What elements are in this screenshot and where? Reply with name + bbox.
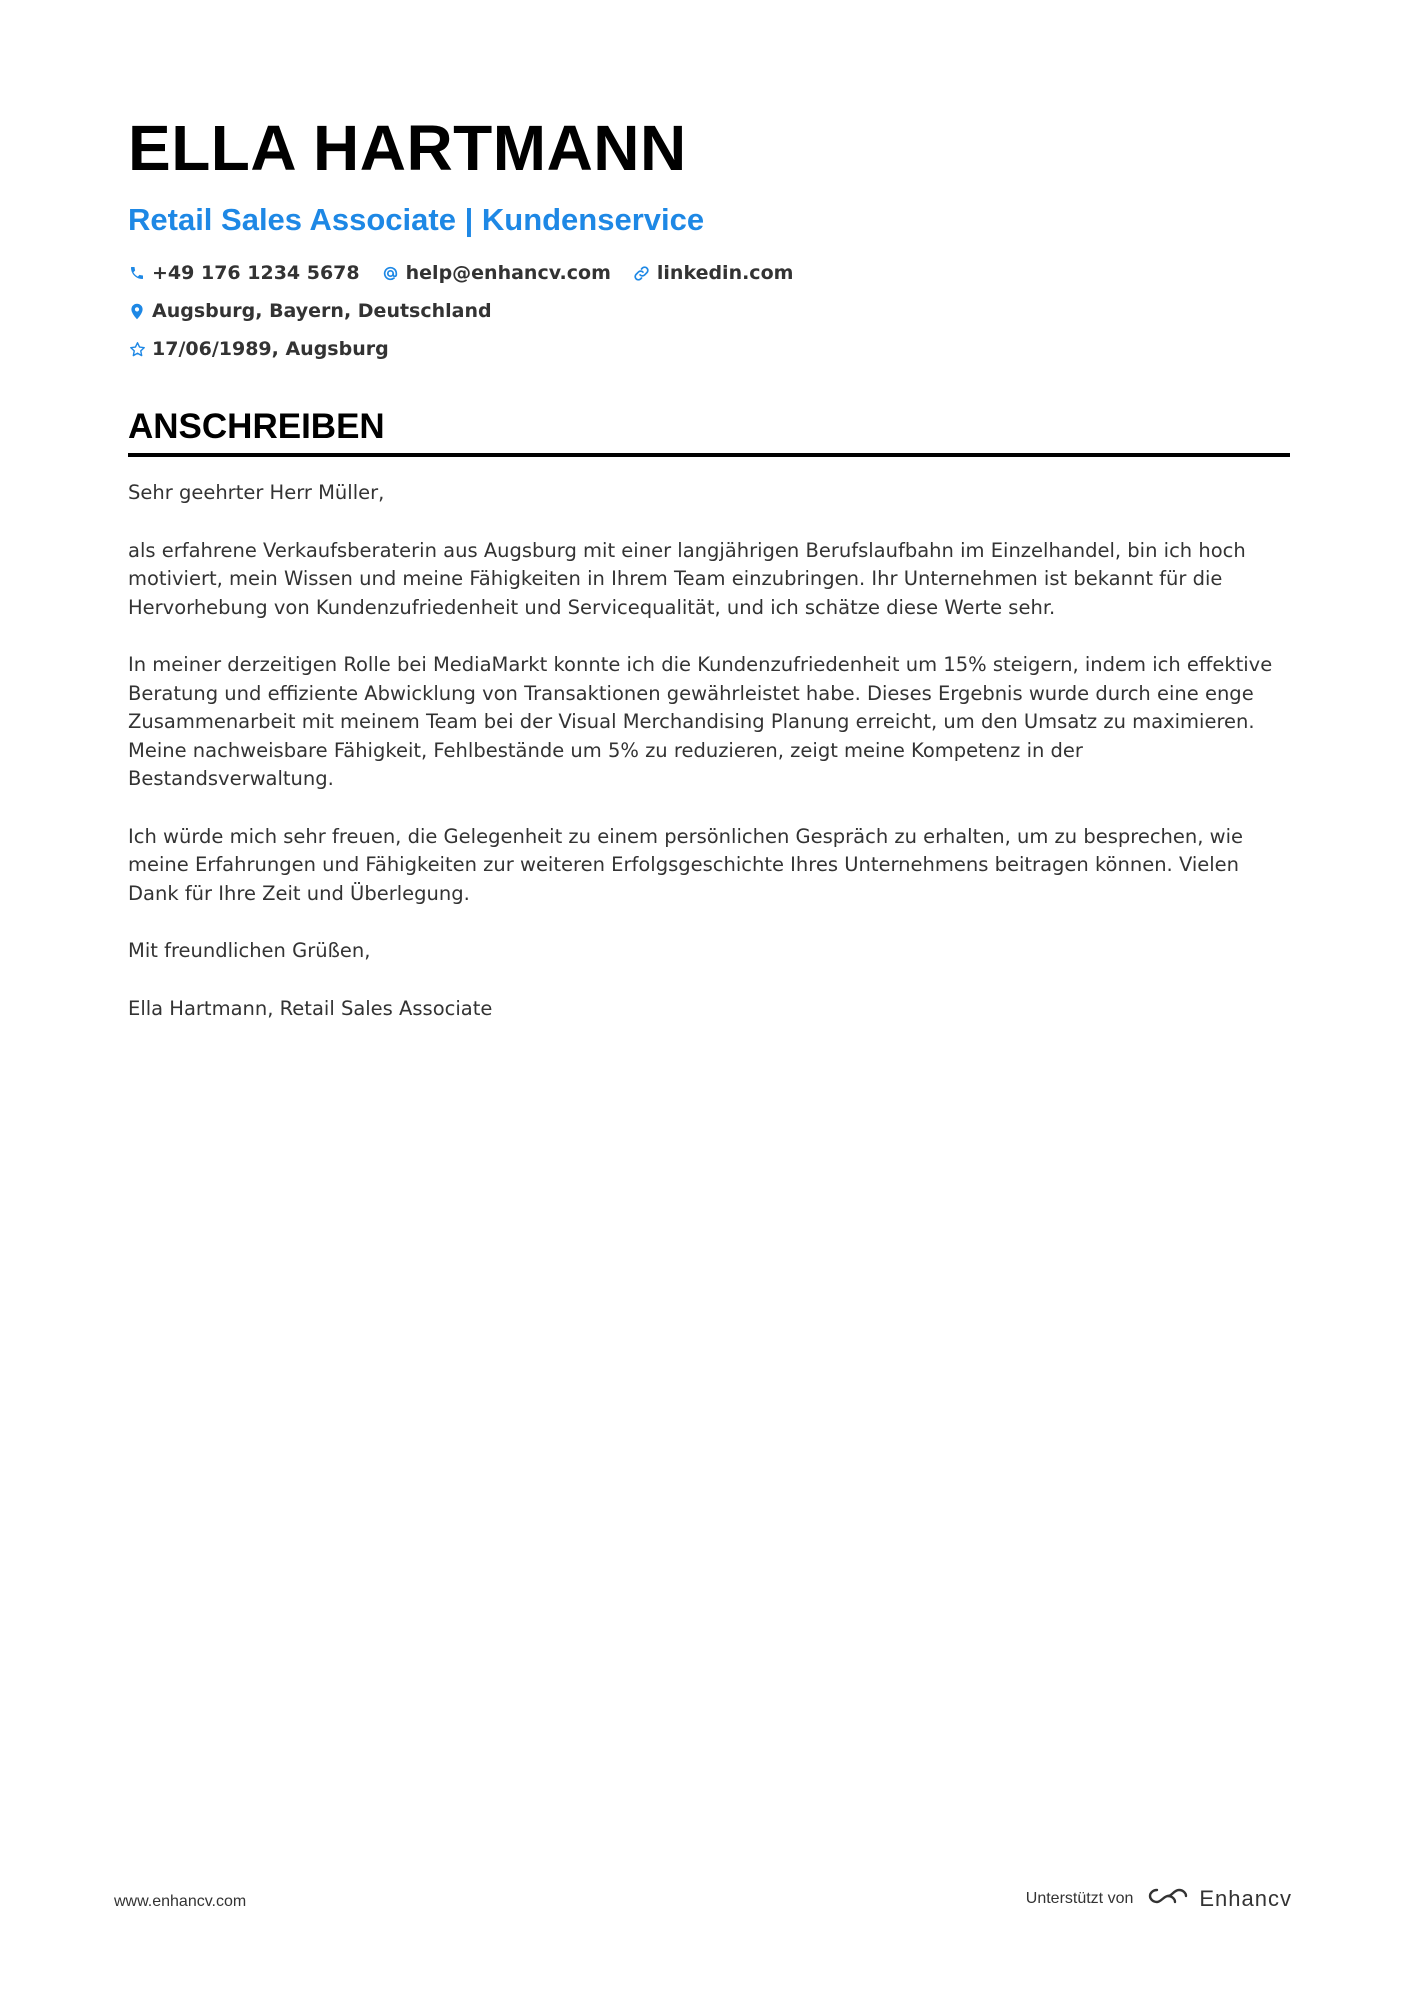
link-icon (633, 264, 651, 282)
contact-location (128, 298, 492, 324)
contact-phone (128, 260, 360, 286)
email-text: help@enhancv.com (405, 262, 611, 284)
cover-letter-section (128, 405, 1290, 1052)
signature: Ella Hartmann, Retail Sales Associate (128, 996, 493, 1020)
letter-paragraph: als erfahrene Verkaufsberaterin aus Augsburg mit einer langjährigen Berufslaufbahn im Einzelhandel, bin ich hoch motiviert, mein Wissen und meine Fähigkeiten in Ihrem Team einzubringen. Ihr Unternehmen ist bekannt für die Hervorhebung von Kundenzufriedenheit und Servicequalität, und ich schätze diese Werte sehr. (128, 538, 1246, 619)
resume-header (128, 108, 1288, 362)
letter-paragraph: In meiner derzeitigen Rolle bei MediaMarkt konnte ich die Kundenzufriedenheit um 15% steigern, indem ich effektive Beratung und effiziente Abwicklung von Transaktionen gewährleistet habe. Dieses Ergebnis wurde durch eine enge Zusammenarbeit mit meinem Team bei der Visual Merchandising Planung erreicht, um den Umsatz zu maximieren. Meine nachweisbare Fähigkeit, Fehlbestände um 5% zu reduzieren, zeigt meine Kompetenz in der Bestandsverwaltung. (128, 653, 1273, 790)
contact-list (128, 260, 1128, 362)
letter-paragraph: Ich würde mich sehr freuen, die Gelegenheit zu einem persönlichen Gespräch zu erhalten, um zu besprechen, wie meine Erfahrungen und Fähigkeiten zur weiteren Erfolgsgeschichte Ihres Unternehmens beitragen können. Vielen Dank für Ihre Zeit und Überlegung. (128, 824, 1244, 905)
job-title: Retail Sales Associate | Kundenservice (128, 202, 705, 237)
star-icon (128, 340, 146, 358)
footer-powered-by[interactable] (1026, 1884, 1292, 1913)
contact-birth (128, 336, 1128, 362)
enhancv-logo-icon (1145, 1884, 1191, 1913)
closing: Mit freundlichen Grüßen, (128, 939, 371, 962)
map-pin-icon (128, 302, 146, 320)
section-divider (128, 453, 1290, 457)
phone-text: +49 176 1234 5678 (152, 262, 360, 284)
footer-website[interactable]: www.enhancv.com (114, 1893, 247, 1910)
at-icon (382, 264, 400, 282)
phone-icon (128, 264, 146, 282)
salutation: Sehr geehrter Herr Müller, (128, 481, 385, 504)
contact-linkedin[interactable] (633, 260, 794, 286)
powered-by-label: Unterstützt von (1025, 1889, 1134, 1907)
birth-text: 17/06/1989, Augsburg (152, 338, 389, 360)
contact-email[interactable] (382, 260, 611, 286)
brand-name: Enhancv (1199, 1885, 1292, 1911)
location-text: Augsburg, Bayern, Deutschland (152, 300, 492, 322)
applicant-name: ELLA HARTMANN (128, 112, 687, 184)
linkedin-text: linkedin.com (656, 262, 794, 284)
letter-body (128, 479, 1290, 1023)
section-title: ANSCHREIBEN (128, 407, 385, 446)
